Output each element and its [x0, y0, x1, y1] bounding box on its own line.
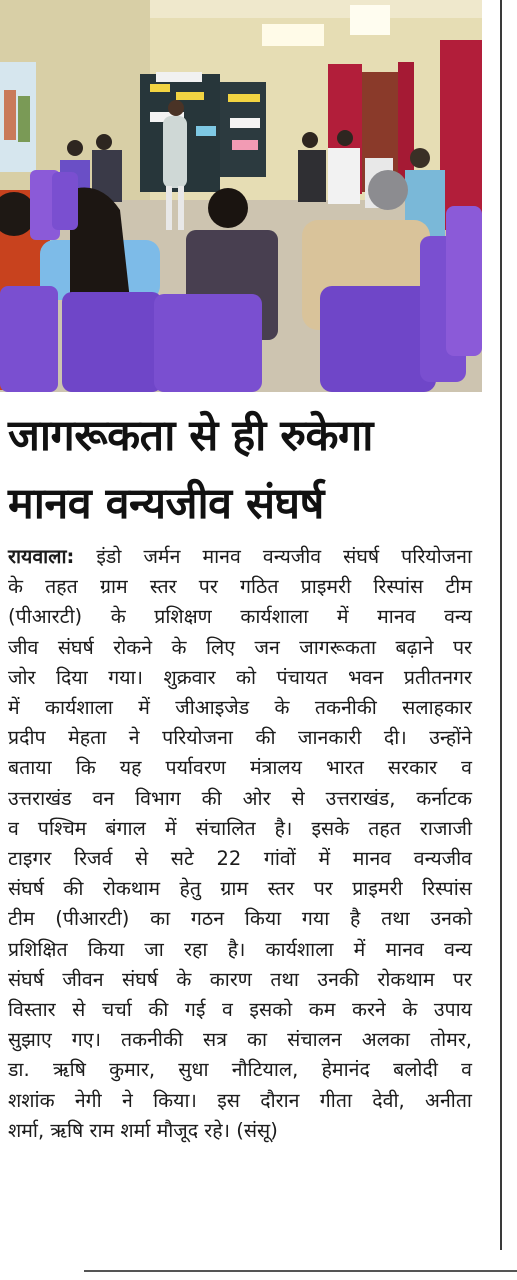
- article-line: विस्तार से चर्चा की गई व इसको कम करने के उपाय: [8, 998, 472, 1022]
- article-line: व पश्चिम बंगाल में संचालित है। इसके तहत राजाजी: [8, 816, 472, 840]
- workshop-scene-illustration: [0, 0, 482, 392]
- article-line: (पीआरटी) के प्रशिक्षण कार्यशाला में मानव वन्य: [8, 605, 472, 629]
- article-line: संघर्ष की रोकथाम हेतु ग्राम स्तर पर प्राइमरी रिस्पांस: [8, 877, 472, 901]
- news-photo: [0, 0, 482, 392]
- article-line: शर्मा, ऋषि राम शर्मा मौजूद रहे। (संसू): [8, 1118, 278, 1142]
- headline-line-1: जागरूकता से ही रुकेगा: [8, 411, 373, 461]
- article-line: के तहत ग्राम स्तर पर गठित प्राइमरी रिस्पांस टीम: [8, 575, 472, 599]
- bottom-rule: [84, 1270, 517, 1272]
- article-line: डा. ऋषि कुमार, सुधा नौटियाल, हेमानंद बलोदी व: [8, 1058, 472, 1082]
- article-line: सुझाए गए। तकनीकी सत्र का संचालन अलका तोमर,: [8, 1028, 472, 1052]
- article-line: शशांक नेगी ने किया। इस दौरान गीता देवी, अनीता: [8, 1088, 472, 1112]
- column-divider: [500, 0, 502, 1250]
- article-line: संघर्ष जीवन संघर्ष के कारण तथा उनकी रोकथाम पर: [8, 967, 472, 991]
- article-line: बताया कि यह पर्यावरण मंत्रालय भारत सरकार व: [8, 756, 472, 780]
- article-line: प्रशिक्षित किया जा रहा है। कार्यशाला में मानव वन्य: [8, 937, 472, 961]
- headline-line-2: मानव वन्यजीव संघर्ष: [8, 479, 324, 529]
- headline: [8, 402, 498, 538]
- article-line: जीव संघर्ष रोकने के लिए जन जागरूकता बढ़ाने पर: [8, 635, 472, 659]
- article-line: उत्तराखंड वन विभाग की ओर से उत्तराखंड, कर्नाटक: [8, 786, 472, 810]
- dateline: रायवाला:: [8, 545, 75, 568]
- article-line: टाइगर रिजर्व से सटे 22 गांवों में मानव वन्यजीव: [8, 847, 472, 871]
- article-body: [8, 542, 472, 1146]
- article-line: जोर दिया गया। शुक्रवार को पंचायत भवन प्रतीतनगर: [8, 665, 472, 689]
- article-line: टीम (पीआरटी) का गठन किया गया है तथा उनको: [8, 907, 472, 931]
- article-line: में कार्यशाला में जीआइजेड के तकनीकी सलाहकार: [8, 696, 472, 720]
- article-line: रायवाला: इंडो जर्मन मानव वन्यजीव संघर्ष परियोजना: [8, 545, 472, 568]
- article-line: प्रदीप मेहता ने परियोजना की जानकारी दी। उन्होंने: [8, 726, 472, 750]
